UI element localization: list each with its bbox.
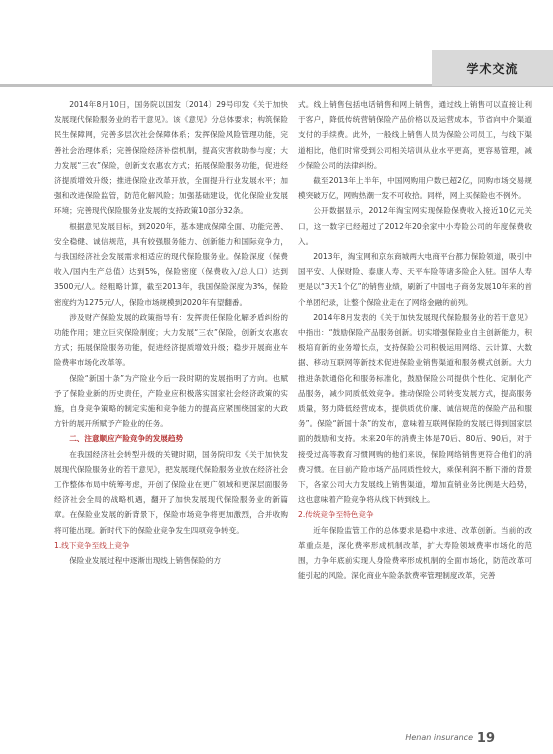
left-column	[54, 97, 288, 568]
page-number: 19	[476, 731, 495, 746]
section-tab	[432, 50, 553, 86]
paragraph: 保险“新国十条”为产险业今后一段时期的发展指明了方向。也赋予了保险业新的历史责任，产险业应积极落实国家社会经济政策的实施，自身竞争策略的制定实施和竞争能力的提高应紧围绕国家的大政方针的展开所赋予产险业的任务。	[54, 373, 288, 429]
page-footer	[0, 724, 553, 746]
journal-name: Henan insurance	[405, 733, 473, 742]
subsection-heading: 1.线下竞争至线上竞争	[54, 540, 130, 550]
paragraph: 式。线上销售包括电话销售和网上销售，通过线上销售可以直接让利于客户，降低传统营销保险产品价格以及运营成本，节省向中介渠道支付的手续费。此外，一般线上销售人员为保险公司员工，与线下渠道相比，他们时常受到公司相关培训从业水平更高，更容易管理，减少保险公司的法律纠纷。	[298, 100, 532, 170]
right-column	[298, 97, 532, 584]
page-header	[0, 0, 553, 93]
subsection-heading: 2.传统竞争至特色竞争	[298, 510, 374, 520]
paragraph: 截至2013年上半年，中国网购用户数已超2亿，同购市场交易规模突破万亿，网购热潮一发不可收拾。同样，网上买保险也不例外。	[298, 176, 532, 201]
paragraph: 涉及财产保险发展的政策指导有：发挥责任保险化解矛盾纠纷的功能作用；建立巨灾保险制度；大力发展“三农”保险，创新支农惠农方式；拓展保险服务功能，促进经济提质增效升级；稳步开展商业车险费率市场化改革等。	[54, 312, 288, 368]
paragraph: 保险业发展过程中逐渐出现线上销售保险的方	[69, 556, 222, 566]
paragraph: 公开数据显示，2012年淘宝网实现保险保费收入接近10亿元关口，这一数字已经超过了2012年20余家中小寿险公司的年度保费收入。	[298, 206, 532, 246]
paragraph: 2014年8月10日，国务院以国发〔2014〕29号印发《关于加快发展现代保险服务业的若干意见》。该《意见》分总体要求；构筑保险民生保障网，完善多层次社会保障体系；发挥保险风险管理功能，完善社会治理体系；完善保险经济补偿机制，提高灾害救助参与度；大力发展“三农”保险，创新支农惠农方式；拓展保险服务功能，促进经济提质增效升级；推进保险业改革开放，全面提升行业发展水平；加强和改进保险监管，防范化解风险；加强基础建设，优化保险业发展环境；完善现代保险服务业发展的支持政策10部分32条。	[54, 100, 288, 216]
paragraph: 2013年，淘宝网和京东商城两大电商平台都力保险领道，吸引中国平安、人保财险、泰康人寿、天平车险等诸多险企入驻。国华人寿更是以“3天1个亿”的销售业绩，刷新了中国电子商务发展10年来的首个单团纪录，让整个保险业走在了网络金融的前列。	[298, 252, 532, 307]
paragraph: 2014年8月发表的《关于加快发展现代保险服务业的若干意见》中指出：“鼓励保险产品服务创新。切实增强保险业自主创新能力，积极培育新的业务增长点，支持保险公司积极运用网络、云计算、大数据、移动互联网等新技术促进保险业销售渠道和服务模式创新。大力推进条款通俗化和服务标准化，鼓励保险公司提供个性化、定制化产品服务，减少同质低效竞争。推动保险公司转变发展方式，提高服务质量，努力降低经营成本，提供质优价廉、诚信规范的保险产品和服务”。保险“新国十条”的发布，意味着互联网保险的发展已得到国家层面的鼓励和支持。未来20年的消费主体是70后、80后、90后，对于接受过高等教育习惯网购的他们来说，保险网络销售更符合他们的消费习惯。在目前产险市场产品同质性较大，乘保利润不断下滑的背景下，各家公司大力发展线上销售渠道，增加直销业务比例是大趋势，这也意味着产险竞争将从线下转到线上。	[298, 312, 532, 505]
paragraph: 根据意见发展目标，到2020年，基本建成保障全面、功能完善、安全稳健、诚信规范，具有较强服务能力、创新能力和国际竞争力，与我国经济社会发展需求相适应的现代保险服务业。保险深度（保费收入/国内生产总值）达到5%，保险密度（保费收入/总人口）达到3500元/人。经粗略计算，截至2013年，我国保险深度为3%，保险密度约为1275元/人，保险市场规模到2020年有望翻番。	[54, 221, 288, 307]
section-heading: 二、注意顺应产险竞争的发展趋势	[69, 434, 184, 444]
paragraph: 近年保险监管工作的总体要求是稳中求进、改革创新。当前的改革重点是，深化费率形成机制改革，扩大寿险领域费率市场化的范围，力争年底前实现人身险费率形成机制的全面市场化，防范改革可能引起的风险。深化商业车险条款费率管理制度改革，完善	[298, 525, 532, 581]
section-title: 学术交流	[466, 61, 519, 76]
paragraph: 在我国经济社会转型升级的关键时期，国务院印发《关于加快发展现代保险服务业的若干意见》，把发展现代保险服务业放在经济社会工作整体布局中统筹考虑，开创了保险业在更广领域和更深层面服务经济社会全局的战略机遇，翻开了加快发展现代保险服务业的新篇章。在保险业发展的新背景下，保险市场竞争将更加激烈，合并收购将可能出现。新时代下的保险业竞争发生四项竞争转变。	[54, 449, 288, 535]
